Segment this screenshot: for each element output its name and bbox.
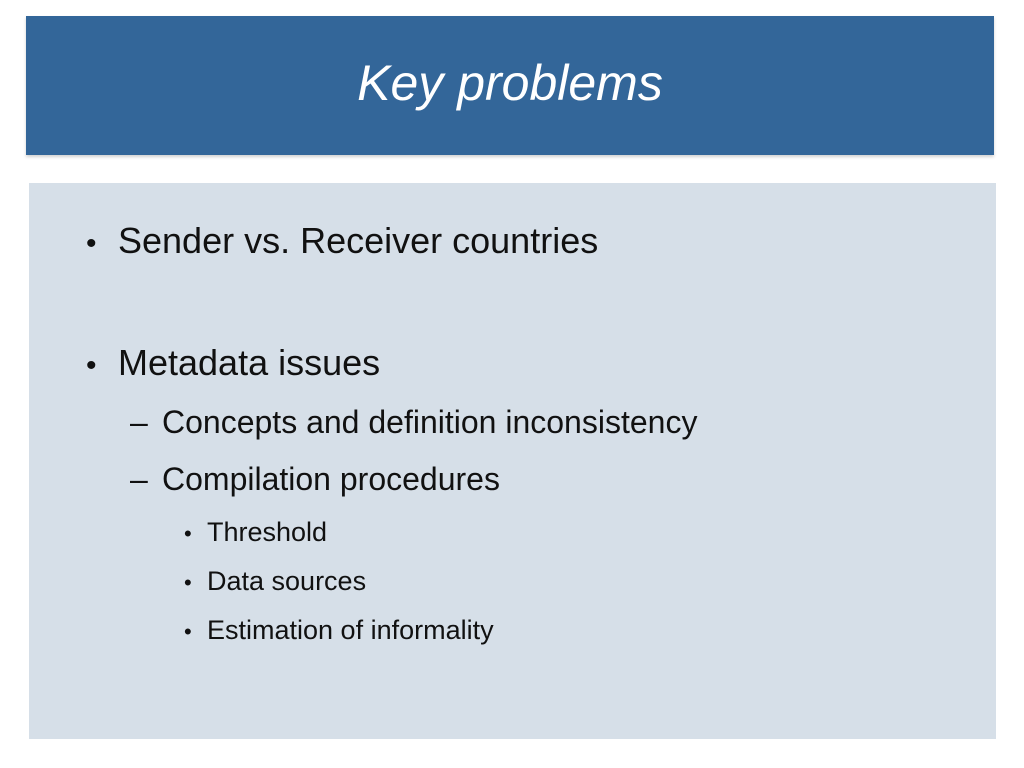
bullet-text: Metadata issues: [118, 342, 381, 383]
sub-sub-bullet-text: Estimation of informality: [207, 615, 494, 645]
sub-sub-bullet-marker: •: [184, 521, 192, 546]
sub-sub-bullet-item: [184, 519, 327, 546]
sub-sub-bullet-text: Threshold: [207, 517, 328, 547]
content-box: [29, 183, 996, 739]
bullet-text: Sender vs. Receiver countries: [118, 220, 599, 261]
sub-bullet-text: Concepts and definition inconsistency: [162, 404, 698, 440]
bullet-marker: •: [86, 349, 97, 382]
bullet-item: [86, 342, 381, 383]
sub-sub-bullet-item: [184, 568, 366, 595]
slide-title: Key problems: [357, 54, 663, 111]
sub-sub-bullet-marker: •: [184, 570, 192, 595]
bullet-item: [86, 220, 599, 261]
title-bar: [26, 16, 994, 155]
sub-sub-bullet-marker: •: [184, 619, 192, 644]
sub-sub-bullet-item: [184, 617, 494, 644]
sub-sub-bullet-text: Data sources: [207, 566, 367, 596]
sub-bullet-marker: –: [130, 461, 148, 497]
sub-bullet-text: Compilation procedures: [162, 461, 500, 497]
sub-bullet-item: [130, 406, 697, 438]
sub-bullet-item: [130, 463, 500, 495]
sub-bullet-marker: –: [130, 404, 148, 440]
bullet-marker: •: [86, 227, 97, 260]
